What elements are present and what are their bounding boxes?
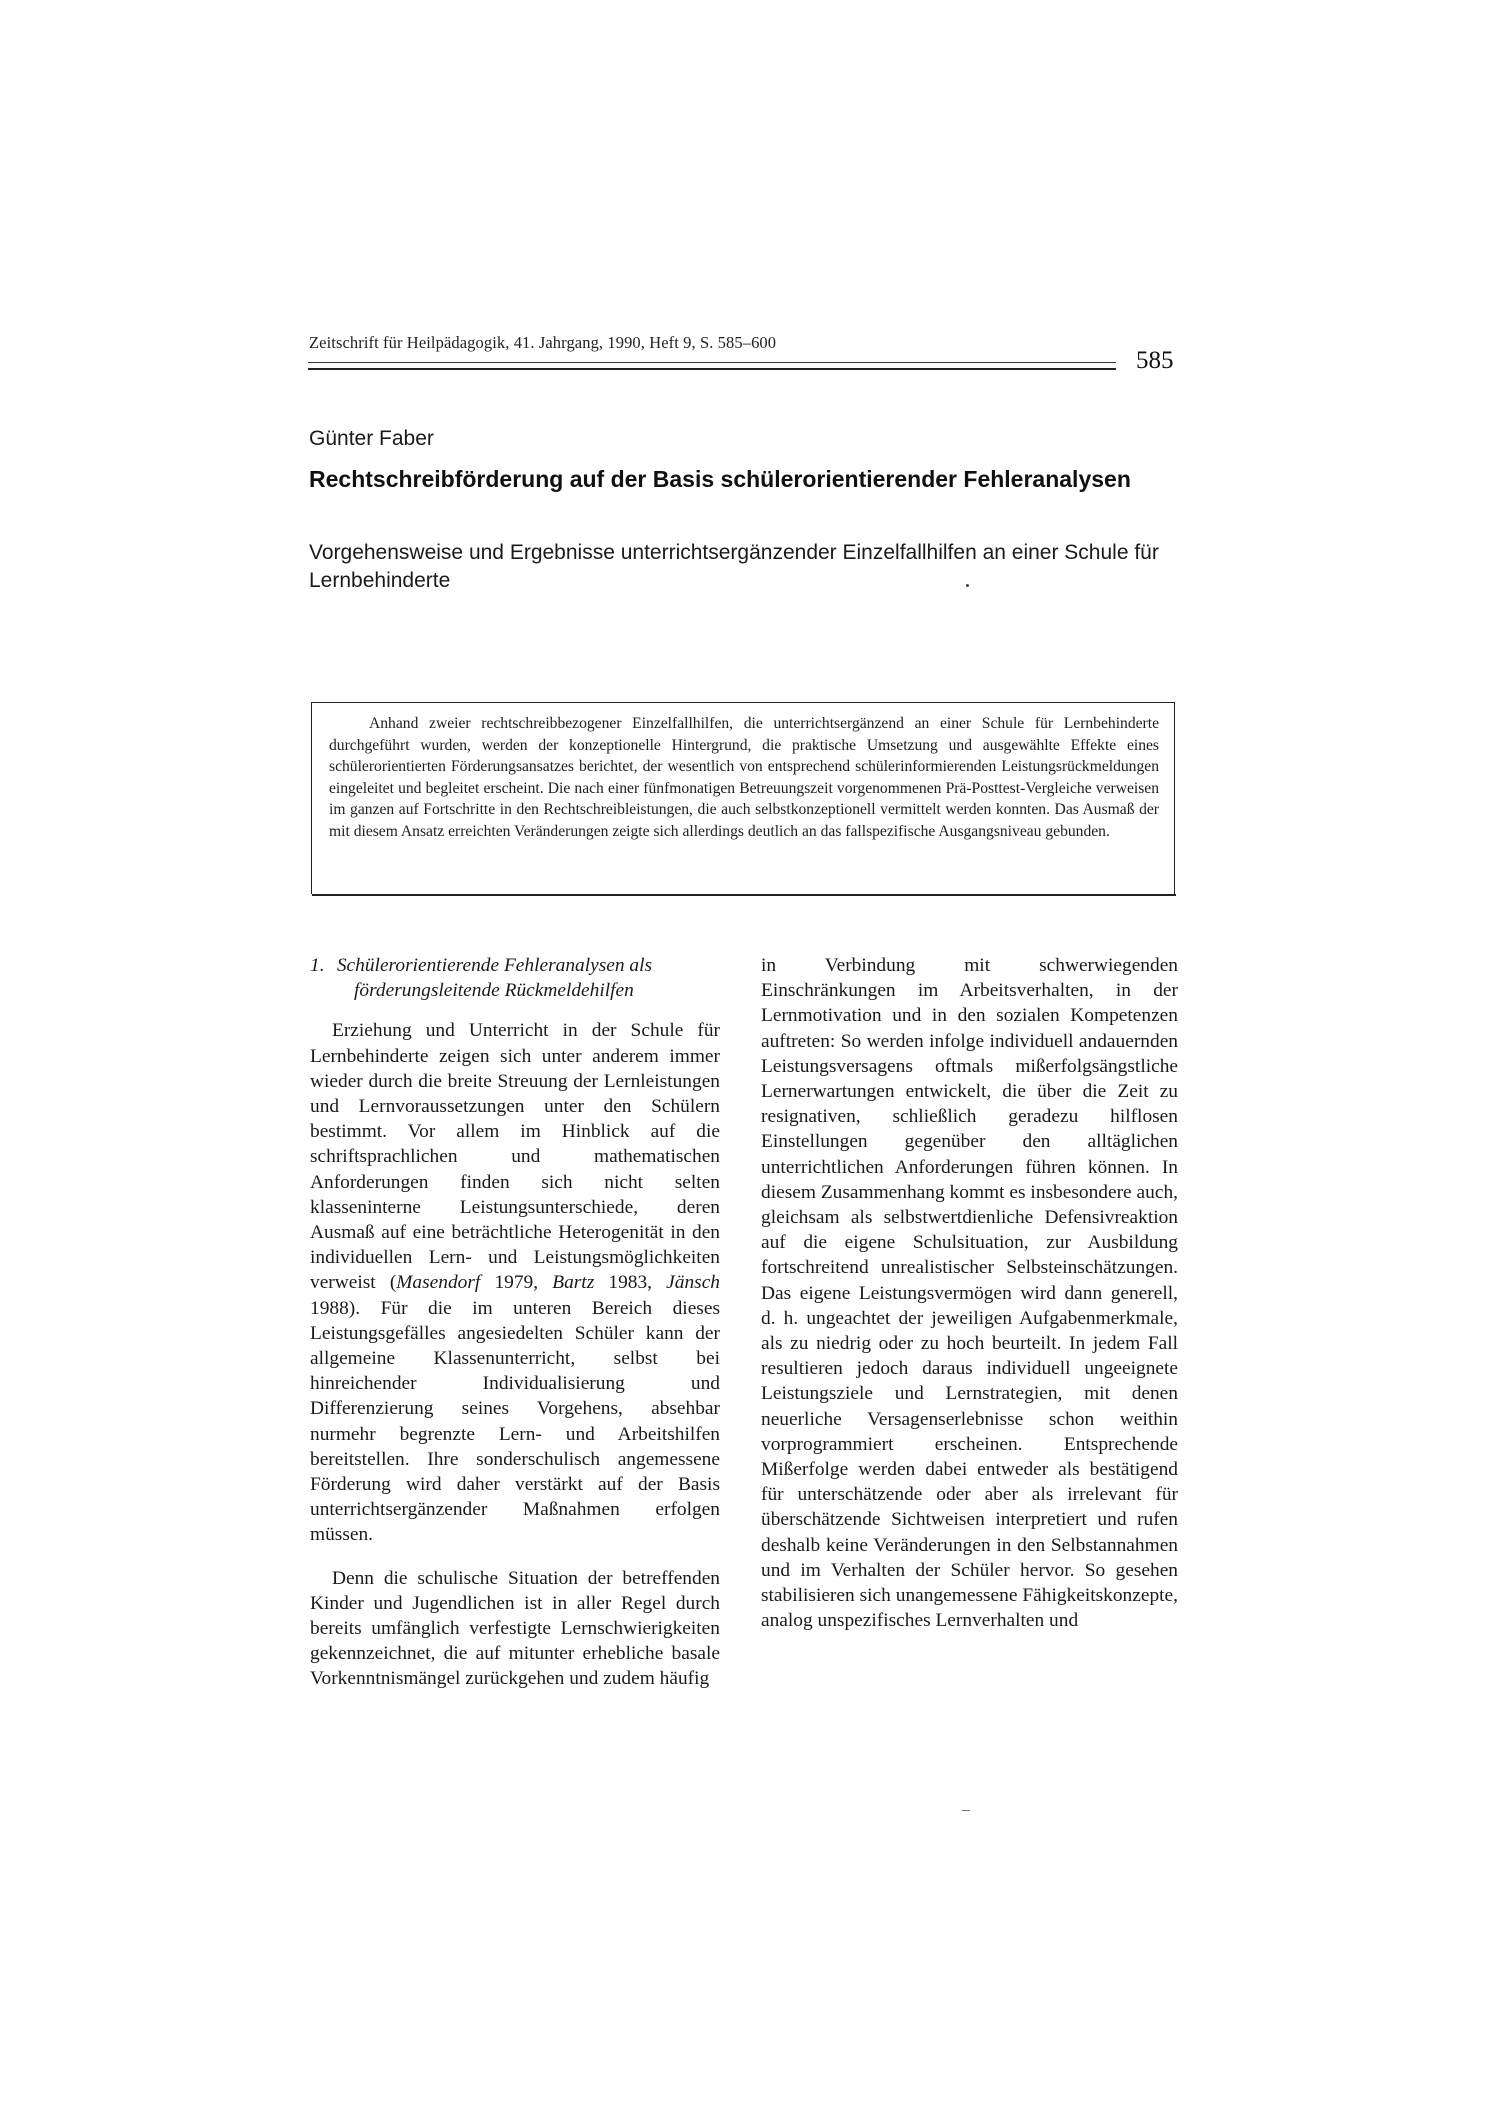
citation-author: Masendorf: [396, 1272, 481, 1294]
article-subtitle: Vorgehensweise und Ergebnisse unterrichtsergänzender Einzelfallhilfen an einer Schule für Lernbehinderte: [309, 541, 1159, 592]
header-rule-double: [308, 368, 1116, 370]
section-number: 1.: [310, 955, 325, 976]
scan-speck: [966, 584, 969, 587]
section-heading-line1: Schülerorientierende Fehleranalysen als: [336, 955, 653, 976]
author-name: Günter Faber: [309, 427, 434, 450]
right-column: [761, 953, 1178, 1633]
article-title: Rechtschreibförderung auf der Basis schülerorientierender Fehleranalysen: [309, 466, 1131, 492]
paragraph-2: Denn die schulische Situation der betreffenden Kinder und Jugendlichen ist in aller Regel durch bereits umfänglich verfestigte Lernschwierigkeiten gekennzeichnet, die auf mitunter erhebliche basale Vorkenntnismängel zurückgehen und zudem häufig: [310, 1567, 720, 1690]
page-number: 585: [1136, 347, 1174, 374]
citation-year: 1983,: [594, 1272, 667, 1294]
paragraph-1-text-b: 1988). Für die im unteren Bereich dieses Leistungsgefälles angesiedelten Schüler kann der allgemeine Klassenunterricht, selbst bei hinreichender Individualisierung und Differenzierung seines Vorgehens, absehbar nurmehr begrenzte Lern- und Arbeitshilfen bereitstellen. Ihre sonderschulisch angemessene Förderung wird daher verstärkt auf der Basis unterrichtsergänzender Maßnahmen erfolgen müssen.: [310, 1297, 720, 1546]
abstract-box: [311, 702, 1175, 894]
citation-author: Jänsch: [666, 1272, 721, 1294]
section-heading-line2: förderungsleitende Rückmeldehilfen: [354, 980, 634, 1002]
section-heading: [310, 953, 720, 1003]
scan-mark: [962, 1810, 970, 1811]
paragraph-1: [310, 1018, 720, 1547]
citation-author: Bartz: [552, 1272, 595, 1294]
paragraph-continued: in Verbindung mit schwerwiegenden Einschränkungen im Arbeitsverhalten, in der Lernmotivation und in den sozialen Kompetenzen auftreten: So werden infolge individuell andauernden Leistungsversagens oftmals mißerfolgsängstliche Lernerwartungen entwickelt, die über die Zeit zu resignativen, schließlich geradezu hilflosen Einstellungen gegenüber den alltäglichen unterrichtlichen Anforderungen führen können. In diesem Zusammenhang kommt es insbesondere auch, gleichsam als selbstwertdienliche Defensivreaktion auf die eigene Schulsituation, zur Ausbildung fortschreitend unrealistischer Selbsteinschätzungen. Das eigene Leistungsvermögen wird dann generell, d. h. ungeachtet der jeweiligen Aufgabenmerkmale, als zu niedrig oder zu hoch beurteilt. In jedem Fall resultieren jedoch daraus individuell ungeeignete Leistungsziele und Lernstrategien, mit denen neuerliche Versagenserlebnisse schon weithin vorprogrammiert erscheinen. Entsprechende Mißerfolge werden dabei entweder als bestätigend für unterschätzende oder aber als irrelevant für überschätzende Sichtweisen interpretiert und rufen deshalb keine Veränderungen in den Selbstannahmen und im Verhalten der Schüler hervor. So gesehen stabilisieren sich unangemessene Fähigkeitskonzepte, analog unspezifisches Lernverhalten und: [761, 955, 1178, 1632]
header-rule: [308, 362, 1116, 363]
citation-year: 1979,: [480, 1272, 553, 1294]
abstract-text: Anhand zweier rechtschreibbezogener Einzelfallhilfen, die unterrichtsergänzend an einer Schule für Lernbehinderte durchgeführt wurden, werden der konzeptionelle Hintergrund, die praktische Umsetzung und ausgewählte Effekte eines schülerorientierten Förderungsansatzes berichtet, der wesentlich von entsprechend schülerinformierenden Leistungsrückmeldungen eingeleitet und begleitet erscheint. Die nach einer fünfmonatigen Betreuungszeit vorgenommenen Prä-Posttest-Vergleiche verweisen im ganzen auf Fortschritte in den Rechtschreibleistungen, die auch selbstkonzeptionell vermittelt werden konnten. Das Ausmaß der mit diesem Ansatz erreichten Veränderungen zeigte sich allerdings deutlich an das fallspezifische Ausgangsniveau gebunden.: [329, 715, 1159, 840]
left-column: [310, 953, 720, 1692]
paragraph-1-text-a: Erziehung und Unterricht in der Schule für Lernbehinderte zeigen sich unter anderem immer wieder durch die breite Streuung der Lernleistungen und Lernvoraussetzungen unter den Schülern bestimmt. Vor allem im Hinblick auf die schriftsprachlichen und mathematischen Anforderungen finden sich nicht selten klasseninterne Leistungsunterschiede, deren Ausmaß auf eine beträchtliche Heterogenität in den individuellen Lern- und Leistungsmöglichkeiten verweist (: [310, 1020, 720, 1294]
journal-citation: Zeitschrift für Heilpädagogik, 41. Jahrgang, 1990, Heft 9, S. 585–600: [309, 333, 777, 352]
